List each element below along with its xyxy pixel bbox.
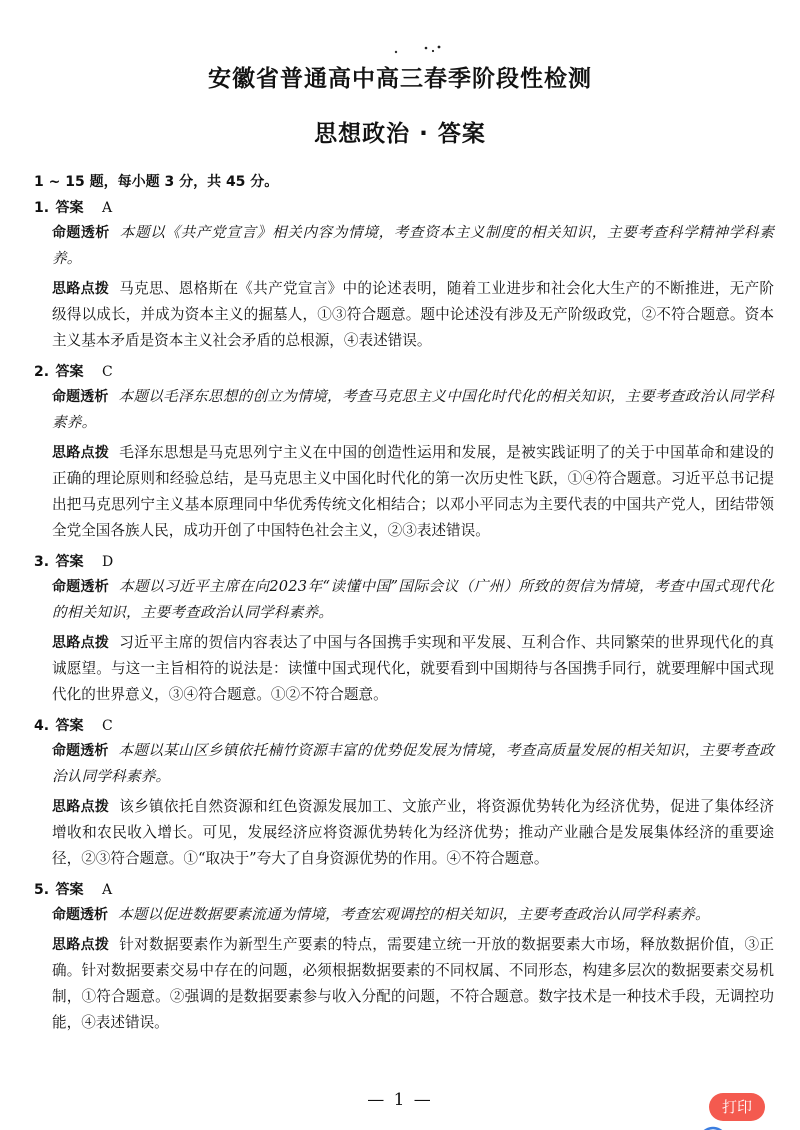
analysis-text: 本题以《共产党宣言》相关内容为情境，考查资本主义制度的相关知识，主要考查科学精神学科素养。: [52, 224, 775, 267]
analysis-text: 本题以某山区乡镇依托楠竹资源丰富的优势促发展为情境，考查高质量发展的相关知识，主要考查政治认同学科素养。: [52, 742, 774, 785]
solution-text: 该乡镇依托自然资源和红色资源发展加工、文旅产业，将资源优势转化为经济优势，促进了集体经济增收和农民收入增长。可见，发展经济应将资源优势转化为经济优势；推动产业融合是发展集体经济的重要途径，②③符合题意。①“取决于”夸大了自身资源优势的作用。④不符合题意。: [52, 798, 774, 867]
scan-specks-decoration: [393, 44, 443, 56]
answer-content: [34, 170, 774, 1042]
solution-text: 习近平主席的贺信内容表达了中国与各国携手实现和平发展、互利合作、共同繁荣的世界现代化的真诚愿望。与这一主旨相符的说法是：读懂中国式现代化，就要看到中国期待与各国携手同行，就要理解中国式现代化的世界意义，③④符合题意。①②不符合题意。: [52, 634, 774, 703]
analysis-label: 命题透析: [52, 743, 109, 759]
analysis-paragraph: [52, 384, 774, 436]
analysis-text: 本题以促进数据要素流通为情境，考查宏观调控的相关知识，主要考查政治认同学科素养。: [118, 906, 710, 923]
answer-label: 答案: [55, 882, 84, 898]
solution-paragraph: [52, 932, 774, 1036]
solution-label: 思路点拨: [52, 937, 110, 953]
document-subtitle: 思想政治 · 答案: [314, 121, 486, 147]
question-number: 3.: [34, 554, 50, 570]
scoring-note: 1 ~ 15 题，每小题 3 分，共 45 分。: [34, 174, 279, 190]
solution-paragraph: [52, 440, 774, 544]
answer-value: A: [101, 882, 113, 898]
question-header: [34, 550, 774, 574]
solution-paragraph: [52, 276, 774, 354]
answer-label: 答案: [55, 718, 84, 734]
answer-label: 答案: [55, 200, 84, 216]
solution-label: 思路点拨: [52, 799, 110, 815]
answer-value: D: [101, 554, 114, 570]
answer-value: C: [101, 364, 113, 380]
question-4: [34, 714, 774, 872]
analysis-paragraph: [52, 220, 774, 272]
analysis-text: 本题以毛泽东思想的创立为情境，考查马克思主义中国化时代化的相关知识，主要考查政治认同学科素养。: [52, 388, 774, 431]
solution-paragraph: [52, 630, 774, 708]
answer-label: 答案: [55, 364, 84, 380]
answer-value: C: [101, 718, 113, 734]
analysis-label: 命题透析: [52, 907, 108, 923]
question-number: 2.: [34, 364, 50, 380]
solution-text: 马克思、恩格斯在《共产党宣言》中的论述表明，随着工业进步和社会化大生产的不断推进，无产阶级得以成长，并成为资本主义的掘墓人，①③符合题意。题中论述没有涉及无产阶级政党，②不符合题意。资本主义基本矛盾是资本主义社会矛盾的总根源，④表述错误。: [52, 280, 774, 349]
solution-label: 思路点拨: [52, 635, 110, 651]
question-5: [34, 878, 774, 1036]
solution-text: 毛泽东思想是马克思列宁主义在中国的创造性运用和发展，是被实践证明了的关于中国革命和建设的正确的理论原则和经验总结，是马克思主义中国化时代化的第一次历史性飞跃，①④符合题意。习近平总书记提出把马克思列宁主义基本原理同中华优秀传统文化相结合；以邓小平同志为主要代表的中国共产党人，团结带领全党全国各族人民，成功开创了中国特色社会主义，②③表述错误。: [52, 444, 774, 539]
analysis-text: 本题以习近平主席在向2023年“读懂中国”国际会议（广州）所致的贺信为情境，考查中国式现代化的相关知识，主要考查政治认同学科素养。: [52, 578, 775, 621]
analysis-paragraph: [52, 574, 774, 626]
solution-label: 思路点拨: [52, 281, 110, 297]
question-2: [34, 360, 774, 544]
question-header: [34, 714, 774, 738]
question-header: [34, 360, 774, 384]
analysis-paragraph: [52, 738, 774, 790]
solution-label: 思路点拨: [52, 445, 110, 461]
page-number: — 1 —: [367, 1090, 433, 1110]
print-button[interactable]: 打印: [709, 1093, 765, 1121]
solution-paragraph: [52, 794, 774, 872]
question-number: 5.: [34, 882, 50, 898]
answer-value: A: [101, 200, 113, 216]
loading-arc-icon: [695, 1118, 731, 1130]
question-header: [34, 196, 774, 220]
question-number: 4.: [34, 718, 50, 734]
analysis-label: 命题透析: [52, 579, 109, 595]
solution-text: 针对数据要素作为新型生产要素的特点，需要建立统一开放的数据要素大市场，释放数据价值，③正确。针对数据要素交易中存在的问题，必须根据数据要素的不同权属、不同形态，构建多层次的数据要素交易机制，①符合题意。②强调的是数据要素参与收入分配的问题，不符合题意。数字技术是一种技术手段，无调控功能，④表述错误。: [52, 936, 774, 1031]
analysis-label: 命题透析: [52, 225, 110, 241]
answer-label: 答案: [55, 554, 84, 570]
analysis-paragraph: [52, 902, 774, 928]
question-number: 1.: [34, 200, 50, 216]
document-title: 安徽省普通高中高三春季阶段性检测: [208, 66, 592, 92]
question-1: [34, 196, 774, 354]
analysis-label: 命题透析: [52, 389, 109, 405]
question-header: [34, 878, 774, 902]
question-3: [34, 550, 774, 708]
